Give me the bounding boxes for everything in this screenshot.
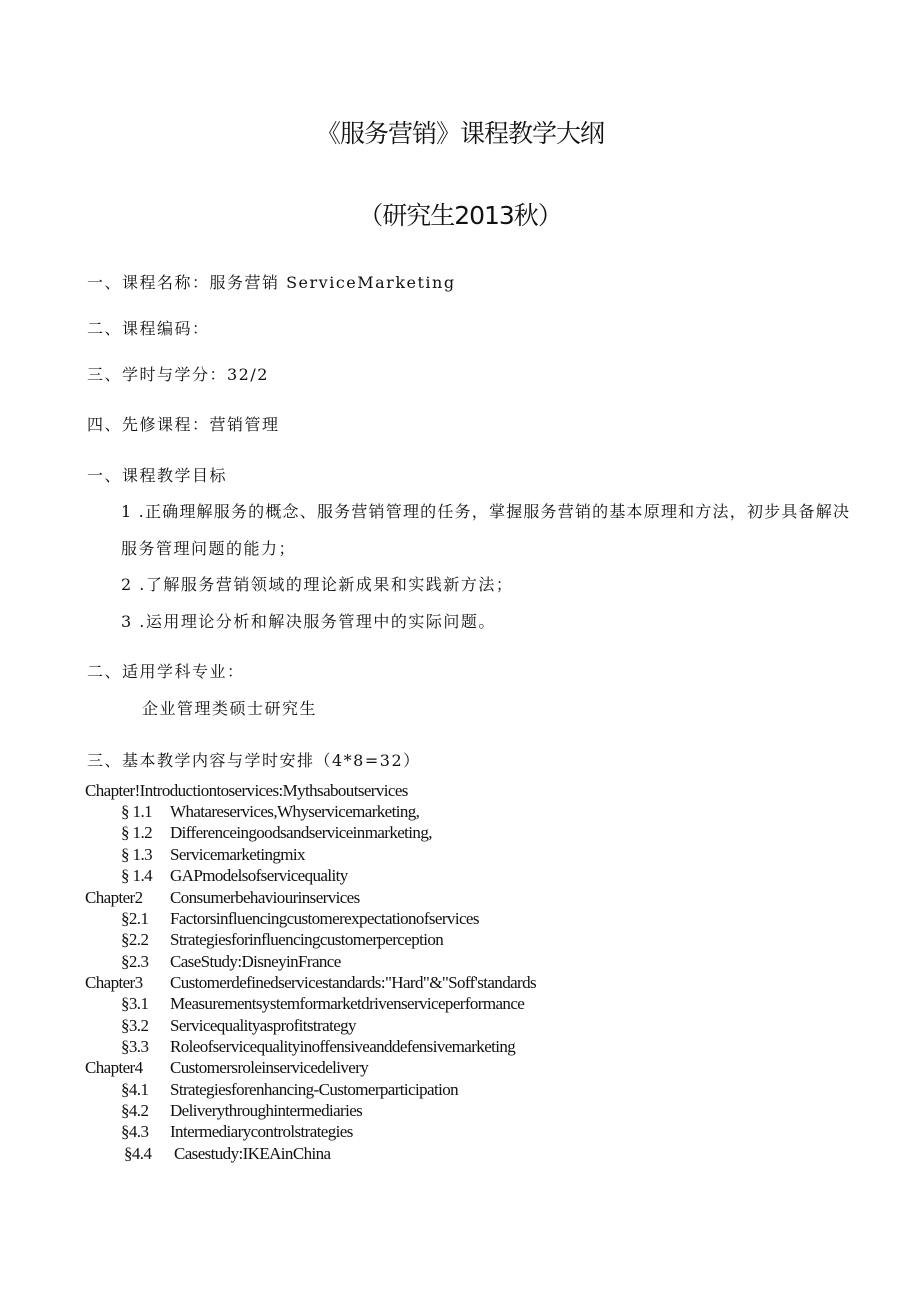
objective-3: 3 .运用理论分析和解决服务管理中的实际问题。	[121, 612, 496, 631]
section-title: Servicequalityasprofitstrategy	[170, 1016, 356, 1035]
section-number: §3.2	[121, 1016, 149, 1035]
majors-value: 企业管理类硕士研究生	[142, 699, 318, 718]
chapter-number: Chapter3	[85, 973, 143, 992]
section-title: Strategiesforenhancing-Customerparticipation	[170, 1080, 459, 1099]
section-title: Servicemarketingmix	[170, 845, 305, 864]
section-number: §3.3	[121, 1037, 149, 1056]
majors-heading: 二、适用学科专业：	[87, 662, 245, 681]
section-title: Roleofservicequalityinoffensiveanddefensivemarketing	[170, 1037, 516, 1056]
section-number: §4.2	[121, 1101, 149, 1120]
document-subtitle: （研究生2013秋）	[358, 201, 562, 230]
course-name-line: 一、课程名称：服务营销 ServiceMarketing	[87, 273, 456, 292]
chapter-title: Customerdefinedservicestandards:"Hard"&"Soff'standards	[170, 973, 537, 992]
course-code-line: 二、课程编码：	[87, 319, 210, 338]
section-title: Deliverythroughintermediaries	[170, 1101, 363, 1120]
chapter-number: Chapter4	[85, 1058, 143, 1077]
section-title: Differenceingoodsandserviceinmarketing,	[170, 823, 432, 842]
section-number: §2.1	[121, 909, 149, 928]
section-number: §4.1	[121, 1080, 149, 1099]
section-title: Factorsinfluencingcustomerexpectationofservices	[170, 909, 479, 928]
section-number: §2.3	[121, 952, 149, 971]
objective-1-line-1: 1 .正确理解服务的概念、服务营销管理的任务，掌握服务营销的基本原理和方法，初步具备解决	[121, 502, 851, 521]
objectives-heading: 一、课程教学目标	[87, 466, 228, 485]
section-number: § 1.1	[121, 802, 153, 821]
chapter-title: Customersroleinservicedelivery	[170, 1058, 369, 1077]
section-number: §3.1	[121, 994, 149, 1013]
chapter-title: Consumerbehaviourinservices	[170, 888, 360, 907]
section-number: §4.4	[124, 1144, 152, 1163]
course-hours-line: 三、学时与学分：32/2	[87, 365, 269, 384]
objective-1-line-2: 服务管理问题的能力；	[121, 539, 297, 558]
chapter-number: Chapter2	[85, 888, 143, 907]
section-title: GAPmodelsofservicequality	[170, 866, 348, 885]
section-number: § 1.4	[121, 866, 153, 885]
course-prereq-line: 四、先修课程：营销管理	[87, 415, 280, 434]
objective-2: 2 .了解服务营销领域的理论新成果和实践新方法；	[121, 575, 514, 594]
section-title: Intermediarycontrolstrategies	[170, 1122, 353, 1141]
chapter-1-title: Chapter!Introductiontoservices:Mythsaboutservices	[85, 781, 408, 800]
section-number: § 1.3	[121, 845, 153, 864]
section-title: CaseStudy:DisneyinFrance	[170, 952, 341, 971]
section-title: Casestudy:IKEAinChina	[174, 1144, 331, 1163]
document-title: 《服务营销》课程教学大纲	[315, 119, 604, 148]
section-number: §4.3	[121, 1122, 149, 1141]
section-number: § 1.2	[121, 823, 153, 842]
content-heading: 三、基本教学内容与学时安排（4*8=32）	[87, 751, 421, 770]
section-title: Measurementsystemformarketdrivenserviceperformance	[170, 994, 525, 1013]
section-number: §2.2	[121, 930, 149, 949]
section-title: Whatareservices,Whyservicemarketing,	[170, 802, 420, 821]
section-title: Strategiesforinfluencingcustomerperception	[170, 930, 444, 949]
